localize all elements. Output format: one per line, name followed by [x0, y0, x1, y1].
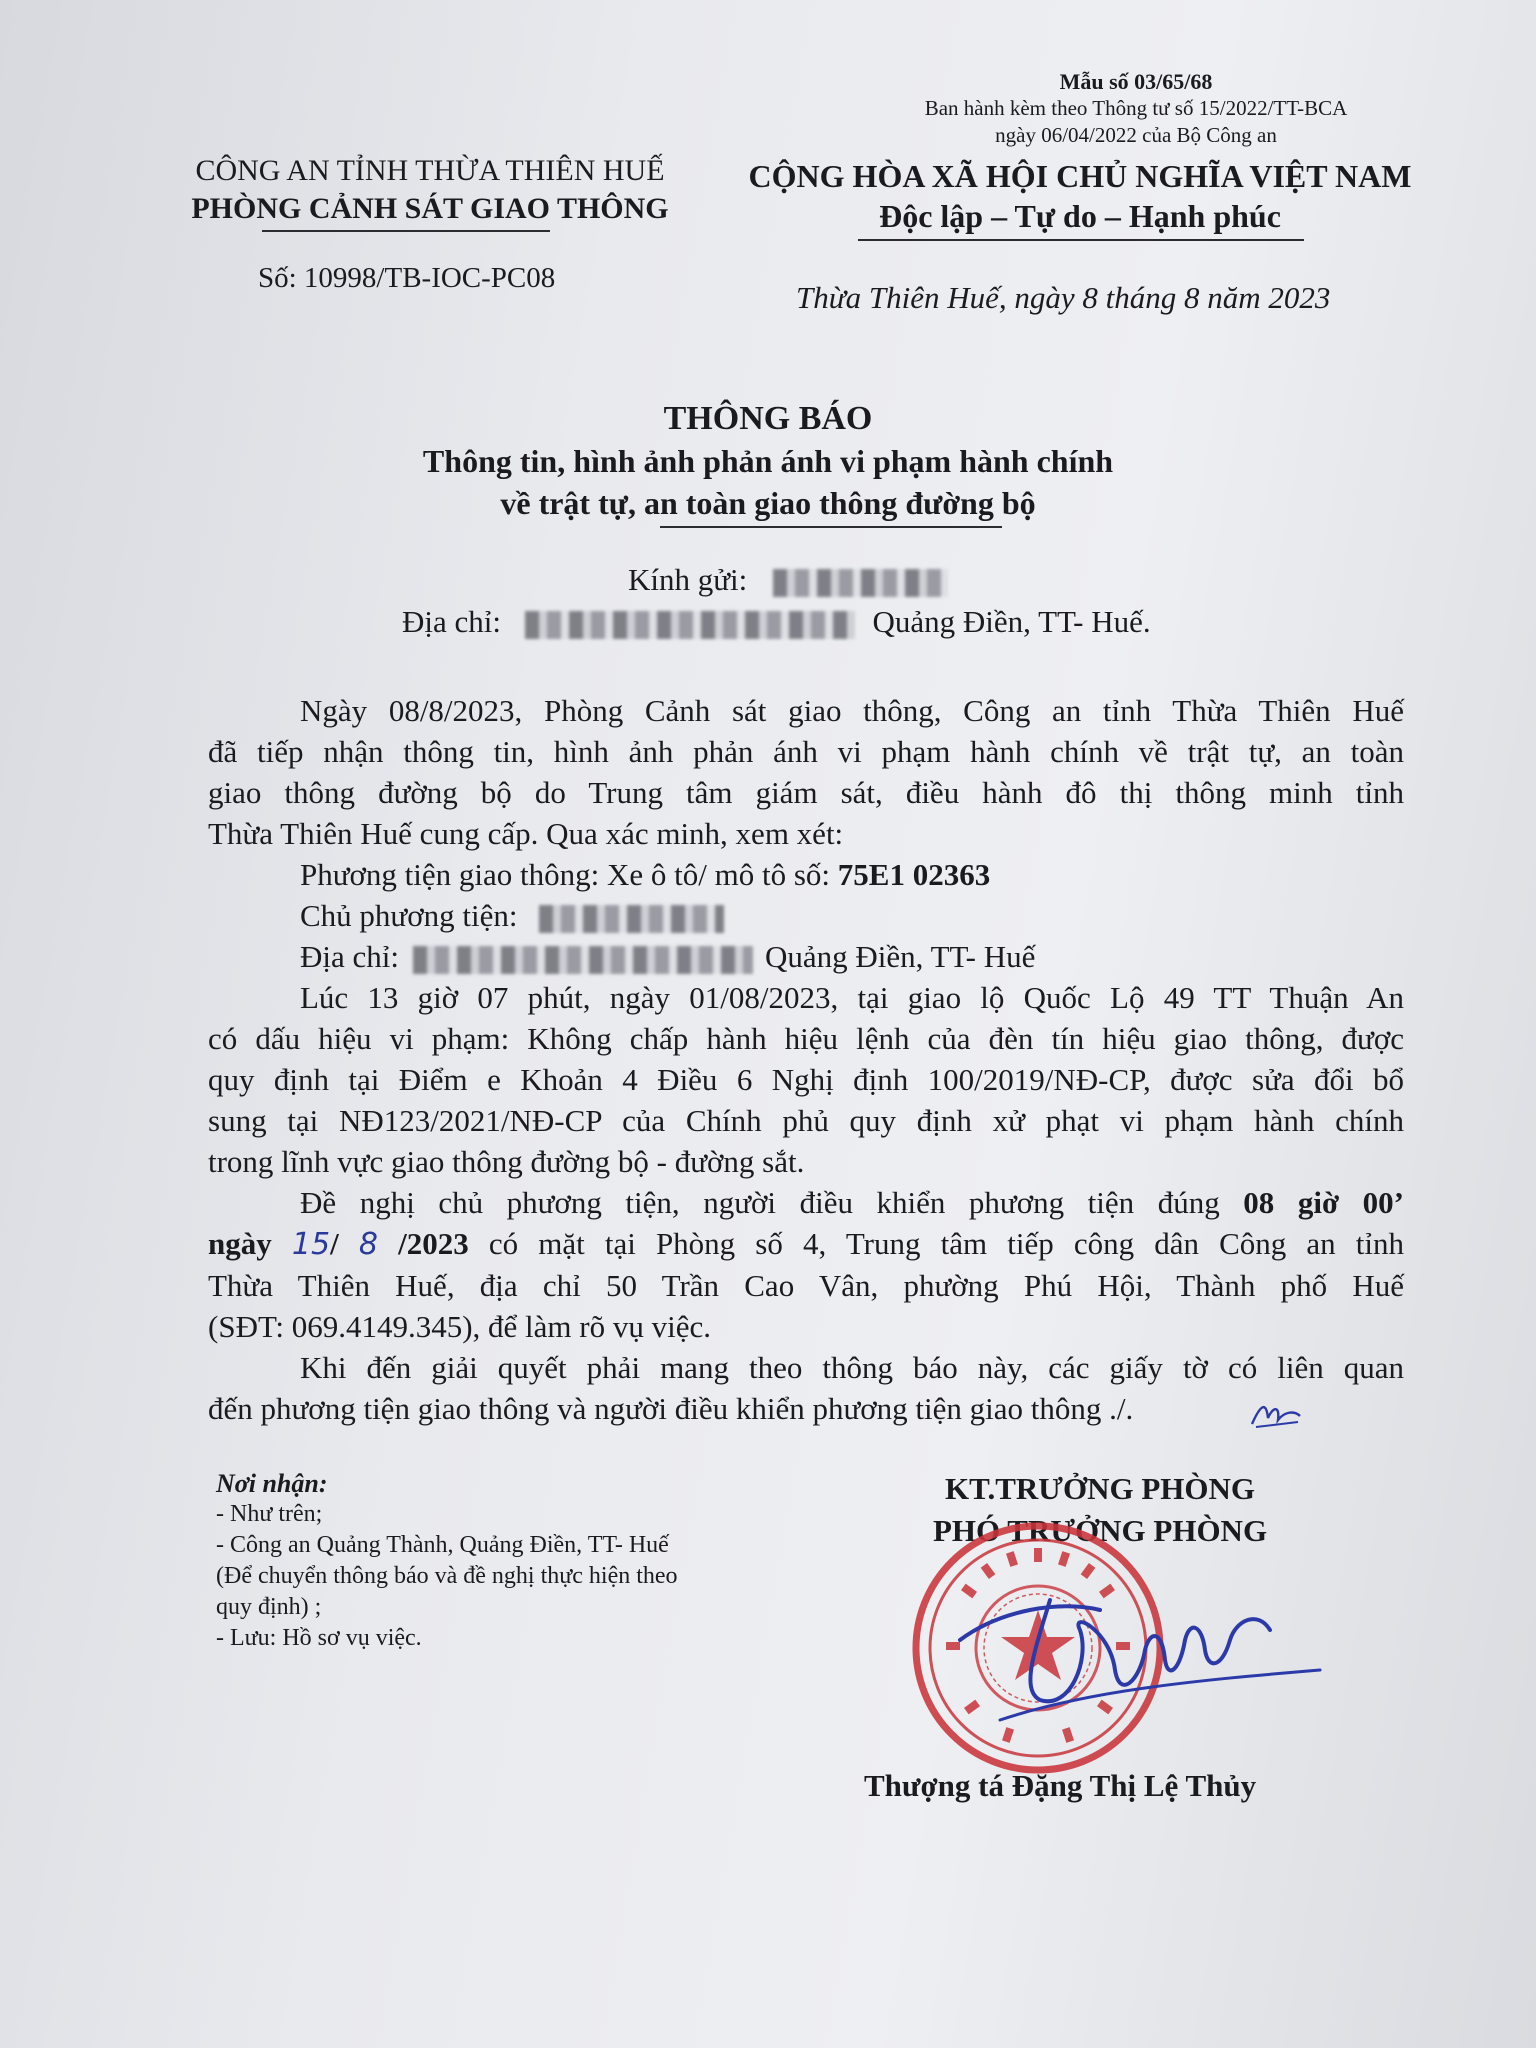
org-line1: CÔNG AN TỈNH THỪA THIÊN HUẾ — [195, 154, 665, 187]
owner-label: Chủ phương tiện: — [300, 898, 518, 933]
violation-line: quy định tại Điểm e Khoản 4 Điều 6 Nghị định 100/2019/NĐ-CP, được sửa đổi bổ — [208, 1062, 1404, 1097]
request-text: Đề nghị chủ phương tiện, người điều khiển phương tiện đúng — [300, 1185, 1244, 1220]
recipient-to-label: Kính gửi: — [628, 562, 748, 597]
vehicle-line — [208, 854, 1404, 895]
receiver-item: quy định) ; — [216, 1594, 322, 1620]
recipient-address-label: Địa chỉ: — [402, 604, 501, 639]
violation-line: sung tại NĐ123/2021/NĐ-CP của Chính phủ quy định xử phạt vi phạm hành chính — [208, 1103, 1404, 1138]
receiver-item: (Để chuyển thông báo và đề nghị thực hiện theo — [216, 1563, 678, 1589]
signer-name: Thượng tá Đặng Thị Lệ Thủy — [864, 1768, 1257, 1803]
appointment-day-label: ngày — [208, 1226, 272, 1261]
receivers-block — [216, 1468, 678, 1654]
request-line: (SĐT: 069.4149.345), để làm rõ vụ việc. — [208, 1309, 711, 1344]
body-line: Thừa Thiên Huế cung cấp. Qua xác minh, xem xét: — [208, 816, 844, 851]
title-sub1: Thông tin, hình ảnh phản ánh vi phạm hành chính — [422, 443, 1114, 479]
handwritten-day: 15 — [291, 1227, 331, 1262]
owner-line — [208, 895, 1404, 936]
initials-mark-icon — [1248, 1396, 1304, 1430]
document-title — [0, 398, 1536, 524]
republic-line1: CỘNG HÒA XÃ HỘI CHỦ NGHĨA VIỆT NAM — [748, 158, 1412, 194]
place-date: Thừa Thiên Huế, ngày 8 tháng 8 năm 2023 — [796, 280, 1331, 315]
form-number: Mẫu số 03/65/68 — [1059, 69, 1213, 94]
recipient-to — [628, 562, 948, 598]
request-text: có mặt tại Phòng số 4, Trung tâm tiếp công dân Công an tỉnh — [468, 1226, 1405, 1261]
closing-line: đến phương tiện giao thông và người điều khiển phương tiện giao thông ./. — [208, 1391, 1134, 1426]
document-body — [208, 690, 1404, 1429]
republic-motto: Độc lập – Tự do – Hạnh phúc — [879, 198, 1281, 234]
handwritten-month: 8 — [358, 1227, 378, 1262]
form-issued-line2: ngày 06/04/2022 của Bộ Công an — [995, 123, 1277, 147]
handwritten-signature-icon — [940, 1570, 1340, 1750]
document-number: Số: 10998/TB-IOC-PC08 — [258, 262, 556, 294]
appointment-year: /2023 — [398, 1226, 469, 1261]
signature-line2: PHÓ TRƯỞNG PHÒNG — [932, 1513, 1268, 1548]
receivers-title: Nơi nhận: — [216, 1469, 328, 1498]
violation-line: Lúc 13 giờ 07 phút, ngày 01/08/2023, tại giao lộ Quốc Lộ 49 TT Thuận An — [300, 980, 1404, 1015]
redacted-owner-name — [539, 905, 724, 933]
request-line — [208, 1182, 1404, 1223]
redacted-recipient-name — [773, 569, 948, 597]
appointment-time: 08 giờ 00’ — [1243, 1185, 1404, 1220]
body-line: Ngày 08/8/2023, Phòng Cảnh sát giao thông, Công an tỉnh Thừa Thiên Huế — [300, 693, 1404, 728]
org-line2: PHÒNG CẢNH SÁT GIAO THÔNG — [191, 192, 669, 225]
owner-address-label: Địa chỉ: — [300, 939, 399, 974]
org-underline — [262, 230, 550, 232]
receiver-item: - Như trên; — [216, 1501, 323, 1527]
title-main: THÔNG BÁO — [663, 400, 873, 437]
issuing-organization — [150, 152, 710, 228]
body-line: đã tiếp nhận thông tin, hình ảnh phản ánh vi phạm hành chính về trật tự, an toàn — [208, 734, 1404, 769]
request-line: Thừa Thiên Huế, địa chỉ 50 Trần Cao Vân, phường Phú Hội, Thành phố Huế — [208, 1268, 1404, 1303]
recipient-address — [402, 604, 1151, 640]
national-header — [720, 156, 1440, 236]
redacted-owner-address — [413, 946, 753, 974]
request-line — [208, 1223, 1404, 1265]
title-underline — [660, 526, 1002, 528]
form-reference — [856, 68, 1416, 149]
date-separator: / — [330, 1226, 339, 1261]
receiver-item: - Công an Quảng Thành, Quảng Điền, TT- Huế — [216, 1532, 669, 1558]
vehicle-label: Phương tiện giao thông: Xe ô tô/ mô tô số: — [300, 857, 838, 892]
violation-line: có dấu hiệu vi phạm: Không chấp hành hiệu lệnh của đèn tín hiệu giao thông, được — [208, 1021, 1404, 1056]
title-sub2: về trật tự, an toàn giao thông đường bộ — [500, 485, 1036, 521]
body-line: giao thông đường bộ do Trung tâm giám sát, điều hành đô thị thông minh tỉnh — [208, 775, 1404, 810]
form-issued-line1: Ban hành kèm theo Thông tư số 15/2022/TT-BCA — [924, 96, 1348, 120]
signature-line1: KT.TRƯỞNG PHÒNG — [945, 1471, 1255, 1506]
recipient-address-tail: Quảng Điền, TT- Huế. — [872, 604, 1151, 639]
owner-address-tail: Quảng Điền, TT- Huế — [765, 939, 1036, 974]
vehicle-plate: 75E1 02363 — [837, 857, 991, 892]
receiver-item: - Lưu: Hồ sơ vụ việc. — [216, 1625, 422, 1651]
closing-line: Khi đến giải quyết phải mang theo thông báo này, các giấy tờ có liên quan — [300, 1350, 1404, 1385]
motto-underline — [858, 239, 1304, 241]
violation-line: trong lĩnh vực giao thông đường bộ - đường sắt. — [208, 1144, 805, 1179]
redacted-recipient-address — [525, 611, 855, 639]
owner-address-line — [208, 936, 1404, 977]
